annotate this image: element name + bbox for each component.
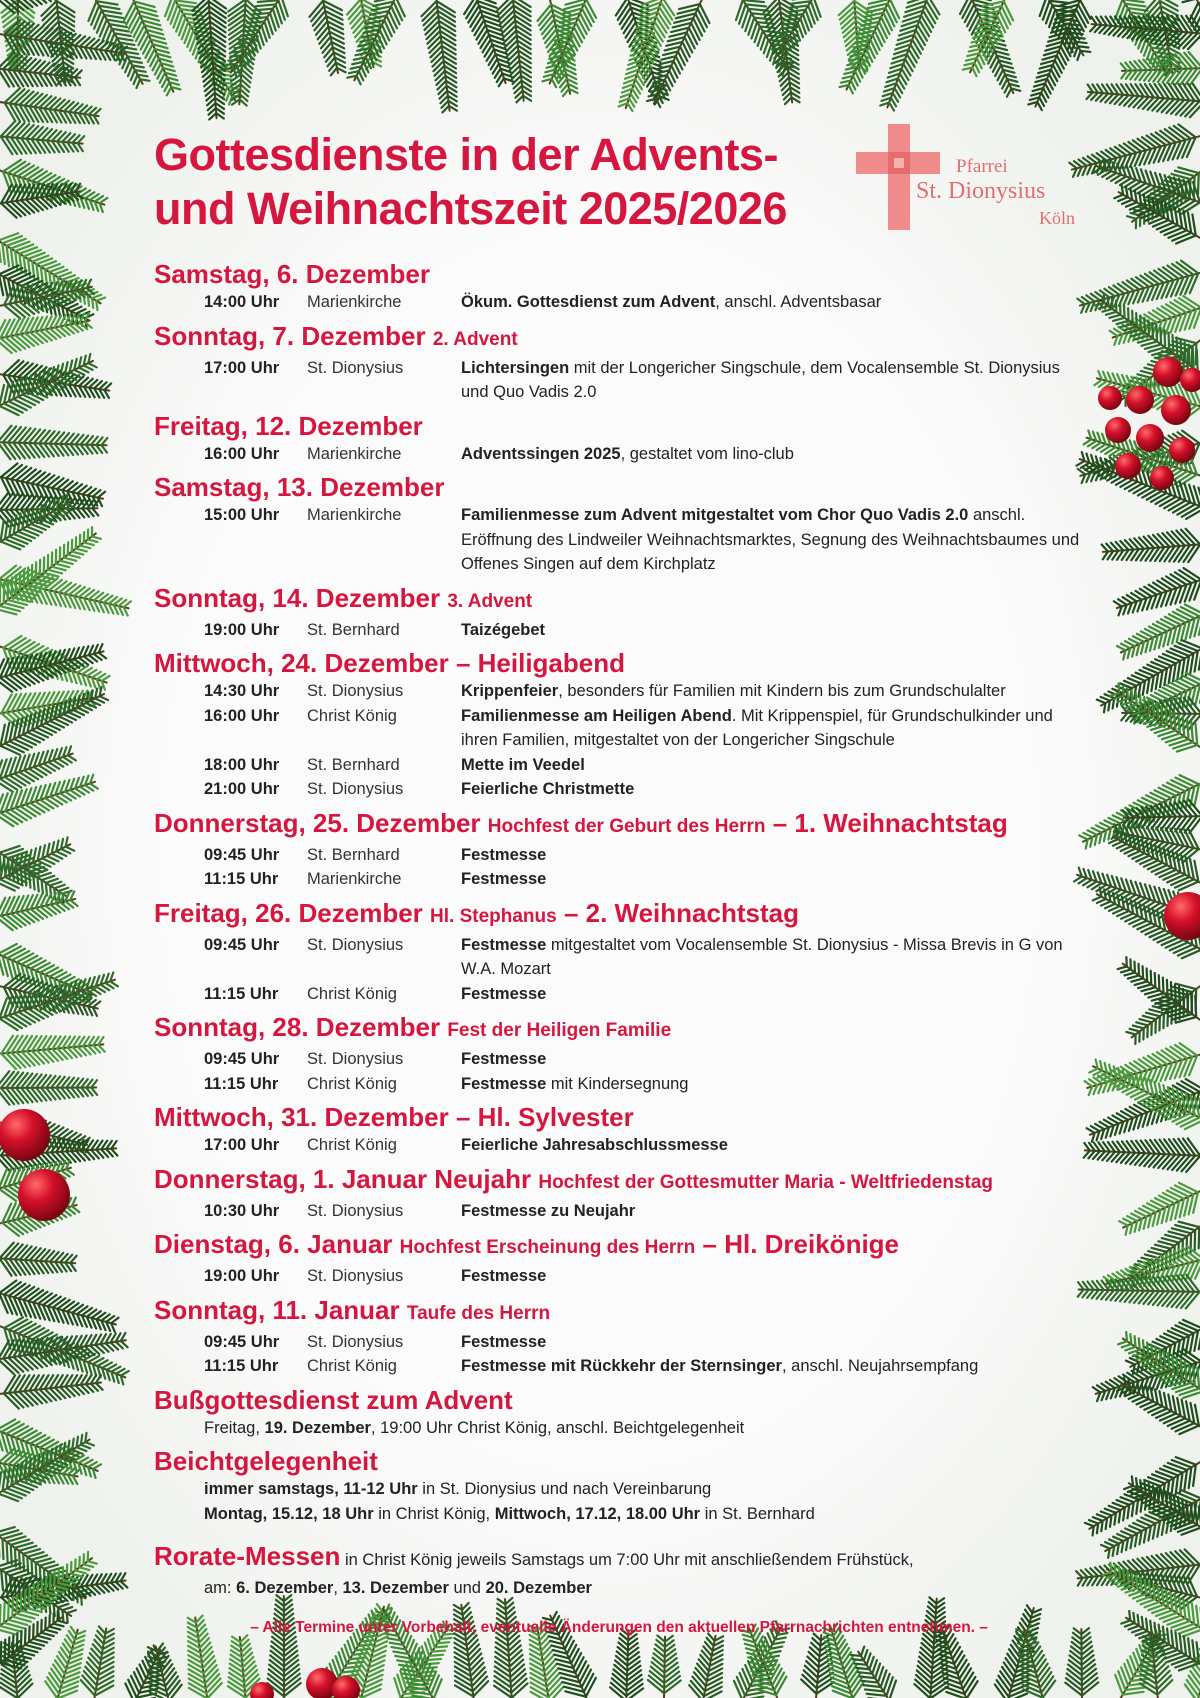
- service-church: St. Bernhard: [307, 620, 400, 639]
- day-heading: [154, 320, 1084, 356]
- rorate-dates: [204, 1576, 1084, 1601]
- service-details: anschl. Eröffnung des Lindweiler Weihnachtsmarktes, Segnung des Weihnachtsbaumes und Offenes Singen auf dem Kirchplatz: [461, 506, 1080, 573]
- day-heading: [154, 1101, 1084, 1133]
- buss-date: 19. Dezember: [264, 1418, 371, 1437]
- service-time: 16:00 Uhr: [204, 706, 280, 725]
- service-church: Marienkirche: [307, 444, 402, 463]
- service-time: 19:00 Uhr: [204, 1267, 280, 1285]
- day-date: Dienstag, 6. Januar: [154, 1229, 393, 1259]
- day-entry: [154, 258, 1084, 315]
- day-feast: Fest der Heiligen Familie: [447, 1020, 672, 1041]
- buss-heading: Bußgottesdienst zum Advent: [154, 1384, 513, 1415]
- day-date: Donnerstag, 25. Dezember: [154, 807, 481, 838]
- service-title: Festmesse: [461, 1332, 547, 1351]
- service-time: 09:45 Uhr: [204, 1050, 280, 1068]
- service-title: Feierliche Christmette: [461, 780, 635, 798]
- beichte-wednesday-place: in St. Bernhard: [700, 1504, 815, 1523]
- service-row: [154, 982, 1084, 1007]
- beichte-saturdays-place: in St. Dionysius und nach Vereinbarung: [417, 1480, 712, 1498]
- service-church: Marienkirche: [307, 870, 402, 888]
- service-row: [154, 618, 1084, 643]
- beichte-line-2: [204, 1502, 1084, 1527]
- logo-st-dionysius: St. Dionysius: [916, 178, 1046, 204]
- day-heading: [154, 582, 1084, 618]
- service-details: mit der Longericher Singschule, dem Vocalensemble St. Dionysius und Quo Vadis 2.0: [461, 358, 1060, 401]
- beichte-line-1: [204, 1477, 1084, 1502]
- day-entry: [154, 320, 1084, 405]
- service-title: Taizégebet: [461, 620, 546, 639]
- day-entry: [154, 582, 1084, 643]
- rorate-sep-1: ,: [333, 1579, 343, 1597]
- day-feast: Hochfest der Geburt des Herrn: [487, 815, 766, 837]
- service-details: , gestaltet vom lino-club: [620, 444, 794, 463]
- rorate-date-3: 20. Dezember: [485, 1579, 592, 1597]
- service-title: Festmesse: [461, 1267, 547, 1285]
- service-row: [154, 442, 1084, 467]
- day-entry: [154, 1011, 1084, 1096]
- service-church: St. Dionysius: [307, 780, 404, 798]
- service-church: St. Dionysius: [307, 1201, 404, 1220]
- day-title-suffix: – 1. Weihnachtstag: [772, 807, 1008, 838]
- day-title-suffix: – Hl. Dreikönige: [702, 1229, 900, 1259]
- title-line-2: und Weihnachtszeit 2025/2026: [154, 183, 787, 234]
- service-time: 17:00 Uhr: [204, 1136, 280, 1154]
- service-description: [461, 1047, 1084, 1072]
- day-date: Freitag, 26. Dezember: [154, 897, 423, 928]
- service-church: St. Dionysius: [307, 935, 404, 954]
- service-description: [461, 679, 1084, 704]
- poster-content: [154, 128, 1084, 1637]
- service-title: Familienmesse zum Advent mitgestaltet vom Chor Quo Vadis 2.0: [461, 506, 969, 524]
- service-church: St. Dionysius: [307, 1050, 404, 1068]
- service-row: [154, 1264, 1084, 1289]
- service-description: [461, 356, 1084, 405]
- service-time: 15:00 Uhr: [204, 506, 280, 524]
- logo-pfarrei: Pfarrei: [956, 156, 1008, 177]
- service-church: St. Bernhard: [307, 845, 400, 864]
- service-time: 09:45 Uhr: [204, 845, 280, 864]
- service-row: [154, 933, 1084, 982]
- service-description: [461, 1133, 1084, 1158]
- service-title: Festmesse: [461, 935, 547, 954]
- service-church: St. Dionysius: [307, 1332, 404, 1351]
- service-time: 11:15 Uhr: [204, 870, 279, 888]
- day-heading: [154, 410, 1084, 442]
- buss-section: [154, 1384, 1084, 1441]
- service-time: 21:00 Uhr: [204, 780, 280, 798]
- beichte-wednesday: Mittwoch, 17.12, 18.00 Uhr: [494, 1504, 701, 1523]
- rorate-am: am:: [204, 1579, 237, 1597]
- service-description: [461, 1264, 1084, 1289]
- day-entry: [154, 1163, 1084, 1224]
- beichte-saturdays: immer samstags, 11-12 Uhr: [204, 1480, 418, 1498]
- service-title: Festmesse zu Neujahr: [461, 1201, 636, 1220]
- service-time: 14:30 Uhr: [204, 682, 280, 700]
- beichte-monday: Montag, 15.12, 18 Uhr: [204, 1504, 374, 1523]
- buss-text-b: , 19:00 Uhr Christ König, anschl. Beichtgelegenheit: [370, 1418, 745, 1437]
- service-row: [154, 753, 1084, 778]
- day-heading: [154, 807, 1084, 843]
- day-date: Mittwoch, 31. Dezember – Hl. Sylvester: [154, 1102, 634, 1132]
- service-row: [154, 704, 1084, 753]
- day-entry: [154, 1294, 1084, 1379]
- rorate-heading: [154, 1540, 1084, 1576]
- service-time: 11:15 Uhr: [204, 984, 279, 1003]
- service-title: Festmesse: [461, 845, 547, 864]
- service-details: mitgestaltet vom Vocalensemble St. Dionysius - Missa Brevis in G von W.A. Mozart: [461, 935, 1063, 978]
- day-date: Sonntag, 14. Dezember: [154, 582, 441, 613]
- service-church: Christ König: [307, 1136, 397, 1154]
- beichte-heading: Beichtgelegenheit: [154, 1446, 378, 1476]
- service-details: , besonders für Familien mit Kindern bis zum Grundschulalter: [558, 682, 1006, 700]
- day-heading: [154, 258, 1084, 290]
- service-time: 19:00 Uhr: [204, 620, 280, 639]
- service-title: Familienmesse am Heiligen Abend: [461, 706, 732, 725]
- service-description: [461, 1199, 1084, 1224]
- day-date: Sonntag, 11. Januar: [154, 1294, 400, 1325]
- service-title: Festmesse: [461, 1050, 547, 1068]
- rorate-description: in Christ König jeweils Samstags um 7:00 Uhr mit anschließendem Frühstück,: [340, 1551, 914, 1569]
- service-church: Christ König: [307, 1074, 397, 1093]
- service-time: 17:00 Uhr: [204, 358, 280, 377]
- service-title: Festmesse: [461, 1074, 547, 1093]
- service-title: Krippenfeier: [461, 682, 559, 700]
- service-description: [461, 1354, 1084, 1379]
- service-description: [461, 982, 1084, 1007]
- day-feast: 2. Advent: [432, 328, 518, 350]
- service-church: St. Bernhard: [307, 755, 400, 774]
- day-entry: [154, 1228, 1084, 1289]
- day-date: Samstag, 13. Dezember: [154, 472, 445, 502]
- day-entry: [154, 647, 1084, 802]
- day-date: Donnerstag, 1. Januar Neujahr: [154, 1163, 532, 1194]
- service-title: Festmesse mit Rückkehr der Sternsinger: [461, 1357, 782, 1375]
- service-title: Festmesse: [461, 984, 547, 1003]
- day-entry: [154, 1101, 1084, 1158]
- service-time: 09:45 Uhr: [204, 935, 280, 954]
- service-church: Marienkirche: [307, 293, 402, 311]
- day-date: Mittwoch, 24. Dezember – Heiligabend: [154, 648, 625, 678]
- service-description: [461, 843, 1084, 868]
- service-title: Lichtersingen: [461, 358, 570, 377]
- service-time: 11:15 Uhr: [204, 1357, 279, 1375]
- service-title: Adventssingen 2025: [461, 444, 621, 463]
- day-feast: Hochfest Erscheinung des Herrn: [399, 1237, 696, 1258]
- service-church: St. Dionysius: [307, 358, 404, 377]
- service-church: Christ König: [307, 1357, 397, 1375]
- service-row: [154, 1047, 1084, 1072]
- service-time: 11:15 Uhr: [204, 1074, 279, 1093]
- service-title: Festmesse: [461, 870, 547, 888]
- service-details: . Mit Krippenspiel, für Grundschulkinder und ihren Familien, mitgestaltet von der Longericher Singschule: [461, 706, 1053, 749]
- day-heading: [154, 1294, 1084, 1330]
- service-row: [154, 843, 1084, 868]
- service-description: [461, 503, 1084, 577]
- day-heading: [154, 1163, 1084, 1199]
- buss-text: [204, 1416, 1084, 1441]
- service-church: Christ König: [307, 984, 397, 1003]
- day-heading: [154, 471, 1084, 503]
- service-description: [461, 753, 1084, 778]
- day-entry: [154, 807, 1084, 892]
- beichte-monday-place: in Christ König,: [373, 1504, 495, 1523]
- service-time: 14:00 Uhr: [204, 293, 280, 311]
- service-row: [154, 1330, 1084, 1355]
- service-description: [461, 933, 1084, 982]
- service-description: [461, 867, 1084, 892]
- buss-text-a: Freitag,: [204, 1418, 265, 1437]
- service-title: Mette im Veedel: [461, 755, 585, 774]
- rorate-date-2: 13. Dezember: [342, 1579, 449, 1597]
- service-time: 10:30 Uhr: [204, 1201, 280, 1220]
- service-details: mit Kindersegnung: [546, 1074, 689, 1093]
- day-feast: Hl. Stephanus: [430, 905, 557, 927]
- schedule: [154, 258, 1084, 1379]
- day-heading: [154, 1011, 1084, 1047]
- service-description: [461, 1072, 1084, 1097]
- logo-koeln: Köln: [1039, 208, 1075, 228]
- day-entry: [154, 471, 1084, 577]
- service-row: [154, 356, 1084, 405]
- service-row: [154, 1354, 1084, 1379]
- service-row: [154, 1199, 1084, 1224]
- service-time: 16:00 Uhr: [204, 444, 280, 463]
- service-details: , anschl. Adventsbasar: [715, 293, 882, 311]
- service-row: [154, 290, 1084, 315]
- service-description: [461, 442, 1084, 467]
- service-church: St. Dionysius: [307, 1267, 404, 1285]
- day-feast: Hochfest der Gottesmutter Maria - Weltfriedenstag: [538, 1171, 994, 1193]
- service-church: St. Dionysius: [307, 682, 404, 700]
- day-date: Samstag, 6. Dezember: [154, 259, 431, 289]
- day-heading: [154, 1228, 1084, 1264]
- day-heading: [154, 647, 1084, 679]
- day-title-suffix: – 2. Weihnachtstag: [563, 897, 799, 928]
- rorate-section: [154, 1540, 1084, 1601]
- service-row: [154, 867, 1084, 892]
- title-line-1: Gottesdienste in der Advents-: [154, 129, 778, 180]
- service-description: [461, 618, 1084, 643]
- page-title: [154, 128, 874, 236]
- service-description: [461, 290, 1084, 315]
- day-entry: [154, 897, 1084, 1007]
- service-row: [154, 1133, 1084, 1158]
- service-row: [154, 503, 1084, 577]
- service-church: Marienkirche: [307, 506, 402, 524]
- service-description: [461, 704, 1084, 753]
- service-row: [154, 679, 1084, 704]
- service-row: [154, 777, 1084, 802]
- day-date: Sonntag, 7. Dezember: [154, 320, 426, 351]
- rorate-sep-2: und: [448, 1579, 486, 1597]
- day-date: Sonntag, 28. Dezember: [154, 1012, 441, 1042]
- day-date: Freitag, 12. Dezember: [154, 410, 423, 441]
- beichte-section: [154, 1445, 1084, 1526]
- disclaimer: – Alle Termine unter Vorbehalt, eventuelle Änderungen den aktuellen Pfarrnachrichten entnehmen. –: [250, 1618, 988, 1636]
- day-feast: Taufe des Herrn: [406, 1302, 551, 1324]
- service-description: [461, 1330, 1084, 1355]
- service-details: , anschl. Neujahrsempfang: [781, 1357, 979, 1375]
- service-time: 09:45 Uhr: [204, 1332, 280, 1351]
- service-church: Christ König: [307, 706, 397, 725]
- day-entry: [154, 410, 1084, 467]
- rorate-title: Rorate-Messen: [154, 1541, 341, 1571]
- service-title: Ökum. Gottesdienst zum Advent: [461, 293, 716, 311]
- service-title: Feierliche Jahresabschlussmesse: [461, 1136, 728, 1154]
- service-row: [154, 1072, 1084, 1097]
- day-feast: 3. Advent: [447, 590, 533, 612]
- service-time: 18:00 Uhr: [204, 755, 280, 774]
- service-description: [461, 777, 1084, 802]
- day-heading: [154, 897, 1084, 933]
- rorate-date-1: 6. Dezember: [236, 1579, 334, 1597]
